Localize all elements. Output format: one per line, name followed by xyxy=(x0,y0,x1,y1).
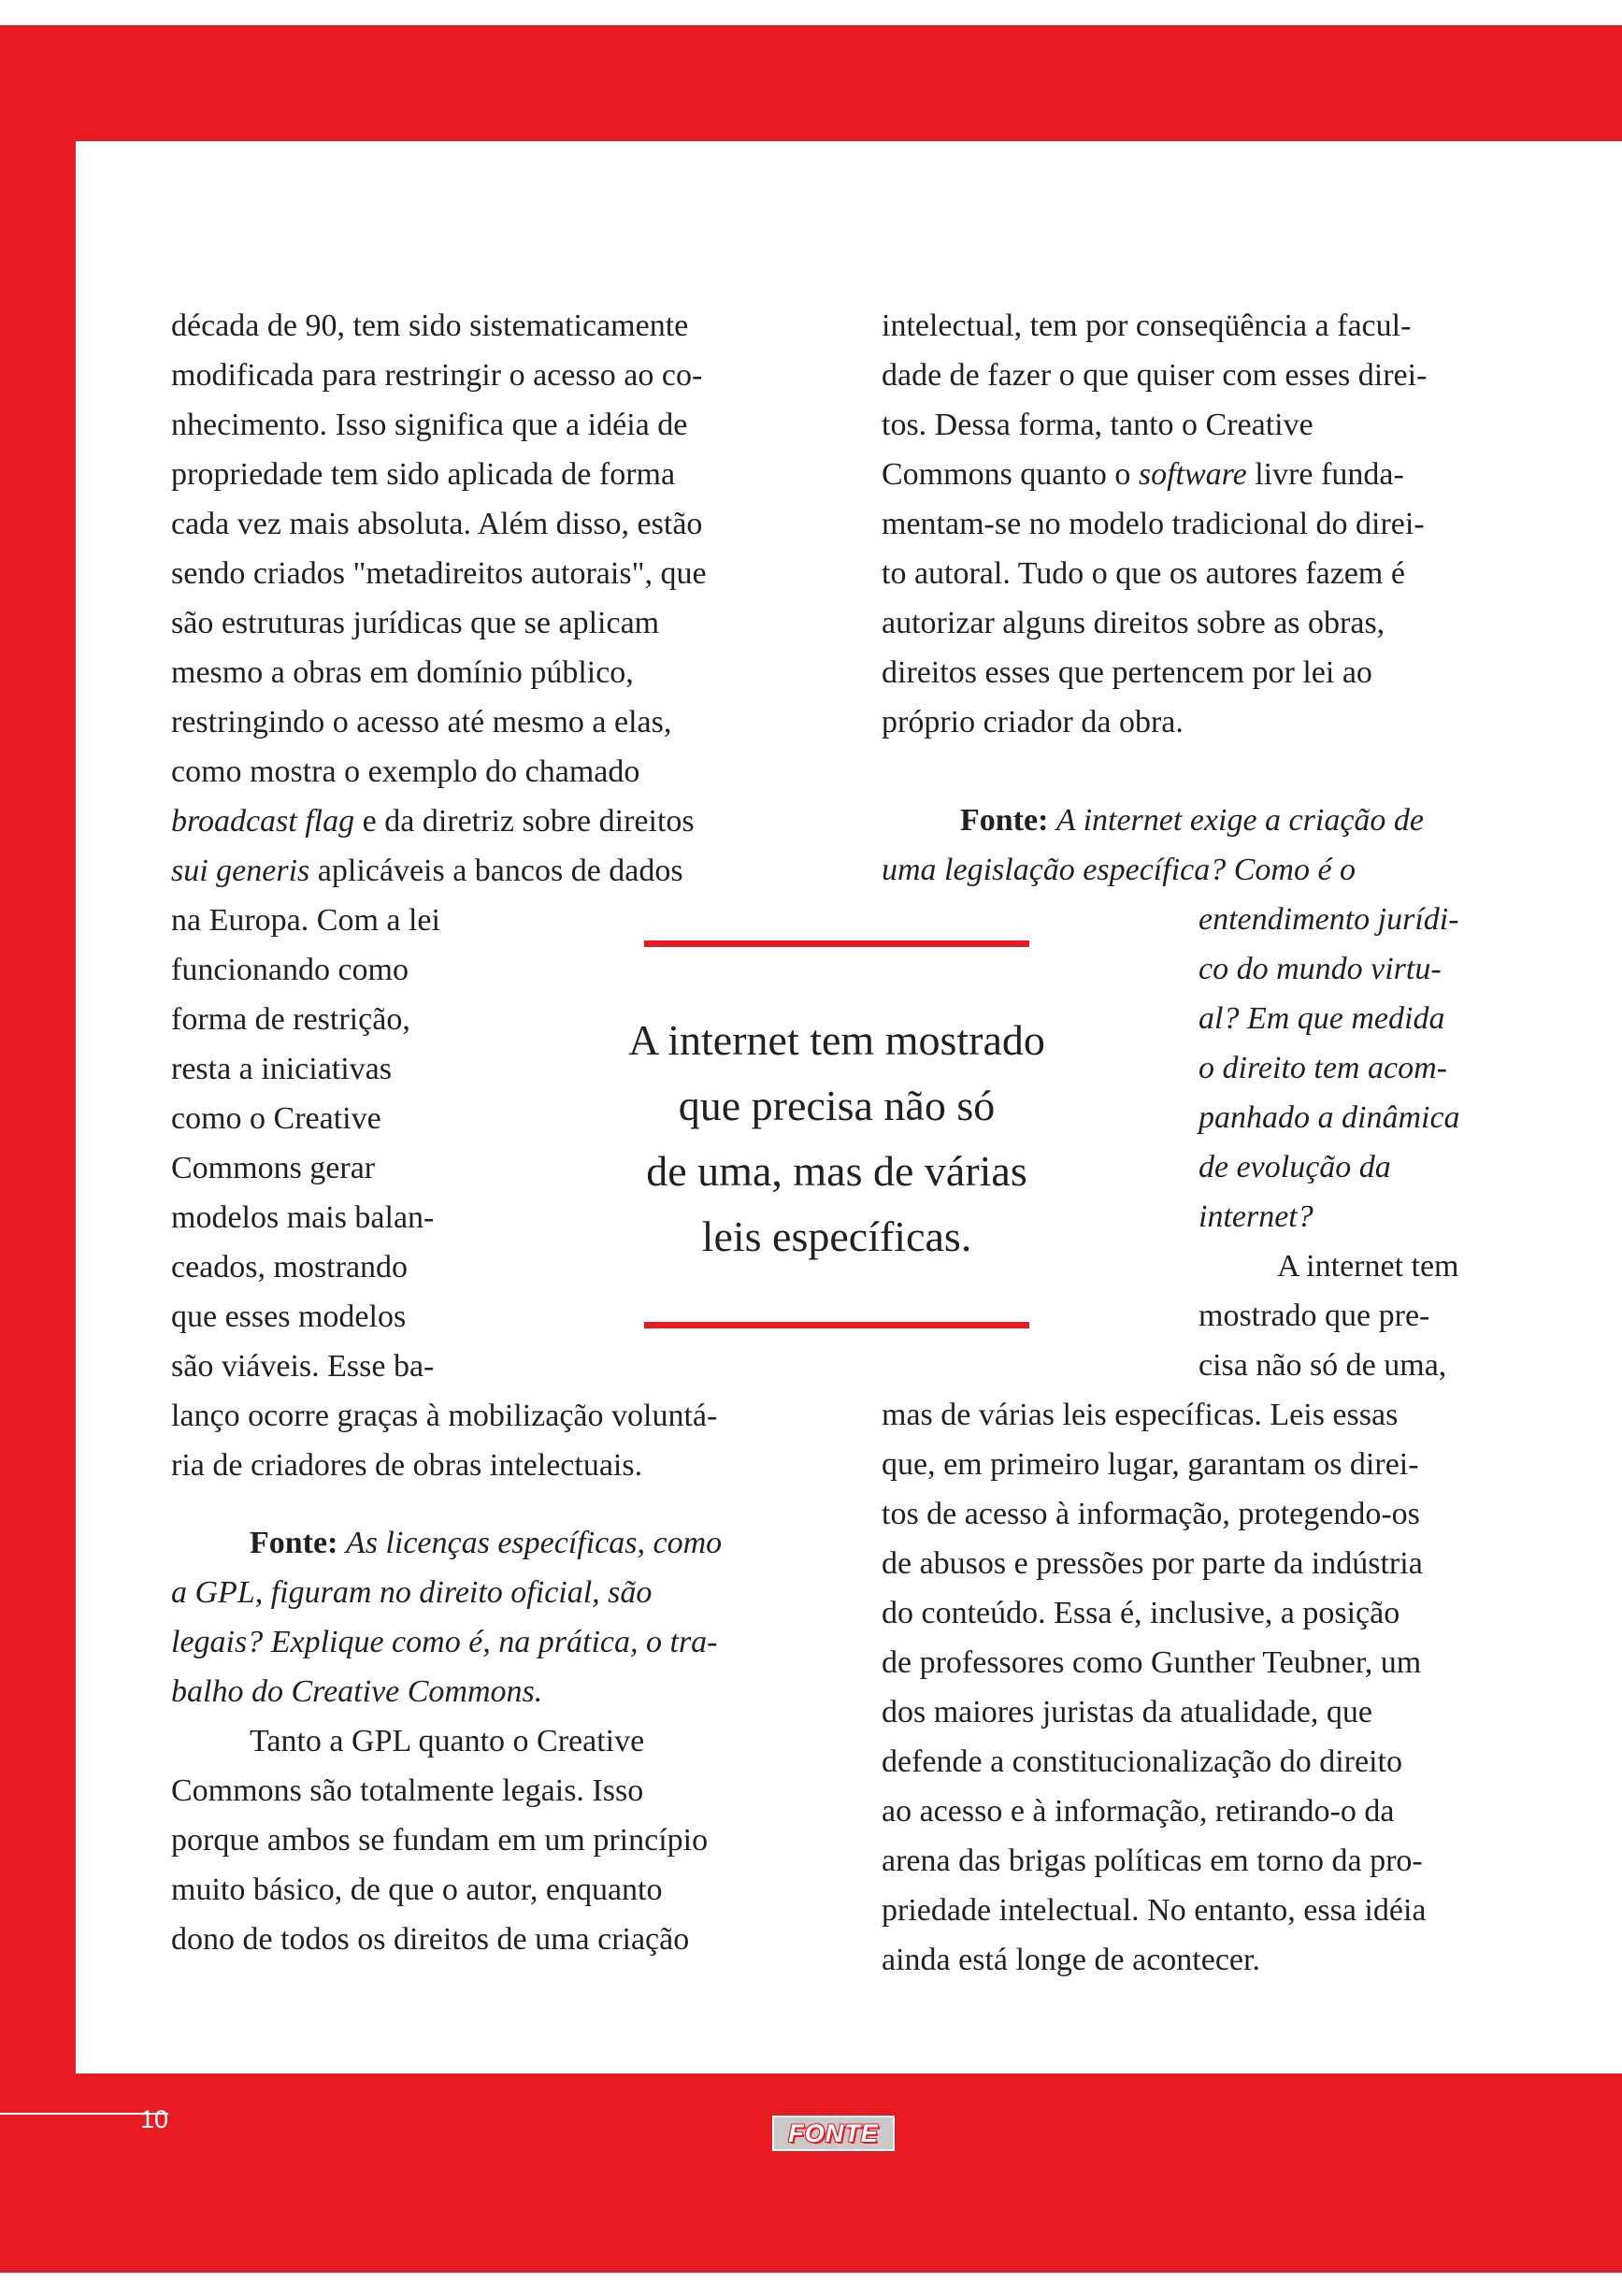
body-line xyxy=(171,846,722,896)
body-line: ria de criadores de obras intelectuais. xyxy=(171,1448,643,1483)
body-text: livre funda- xyxy=(1246,457,1404,492)
question-line: internet? xyxy=(1199,1199,1313,1234)
question-line: al? Em que medida xyxy=(1199,1001,1445,1036)
question-line: balho do Creative Commons. xyxy=(171,1674,543,1709)
pull-quote-top-rule xyxy=(644,940,1029,947)
body-line: direitos esses que pertencem por lei ao xyxy=(882,655,1372,690)
question-text: As licenças específicas, como xyxy=(345,1526,723,1560)
question-line: entendimento jurídi- xyxy=(1199,902,1459,937)
body-line: são estruturas jurídicas que se aplicam xyxy=(171,606,660,640)
answer-line: Commons são totalmente legais. Isso xyxy=(171,1773,644,1808)
question-label: Fonte: xyxy=(250,1526,338,1560)
question-line: co do mundo virtu- xyxy=(1199,952,1442,986)
answer-line: ainda está longe de acontecer. xyxy=(882,1943,1260,1977)
fonte-logo xyxy=(772,2116,895,2151)
answer-line: defende a constitucionalização do direito xyxy=(882,1744,1402,1779)
answer-line: mostrado que pre- xyxy=(1199,1299,1430,1333)
software-term: software xyxy=(1138,457,1247,492)
body-line: funcionando como xyxy=(171,953,409,987)
body-line: modelos mais balan- xyxy=(171,1200,435,1235)
question-label: Fonte: xyxy=(960,803,1049,838)
question-line: legais? Explique como é, na prática, o tra- xyxy=(171,1625,718,1659)
answer-line: porque ambos se fundam em um princípio xyxy=(171,1823,709,1858)
question-text: A internet exige a criação de xyxy=(1055,803,1424,838)
answer-line: de abusos e pressões por parte da indústria xyxy=(882,1546,1423,1581)
question-line: de evolução da xyxy=(1199,1150,1391,1184)
body-line: na Europa. Com a lei xyxy=(171,903,440,938)
paragraph-gap xyxy=(171,1490,722,1518)
answer-line: ao acesso e à informação, retirando-o da xyxy=(882,1794,1395,1829)
body-text: Commons quanto o xyxy=(882,457,1139,492)
question-line xyxy=(882,796,1424,845)
body-line: tos. Dessa forma, tanto o Creative xyxy=(882,408,1313,442)
question-line: uma legislação específica? Como é o xyxy=(882,853,1356,887)
answer-line: muito básico, de que o autor, enquanto xyxy=(171,1873,663,1907)
body-line: mentam-se no modelo tradicional do direi- xyxy=(882,507,1425,541)
answer-line: do conteúdo. Essa é, inclusive, a posição xyxy=(882,1596,1400,1630)
body-line: propriedade tem sido aplicada de forma xyxy=(171,457,676,492)
body-line: cada vez mais absoluta. Além disso, estão xyxy=(171,507,703,541)
pull-quote-bottom-rule xyxy=(644,1322,1029,1328)
page-number: 10 xyxy=(140,2105,169,2133)
logo-text: FONTE xyxy=(788,2118,879,2147)
pull-quote-line: de uma, mas de várias xyxy=(646,1147,1027,1195)
answer-line: dos maiores juristas da atualidade, que xyxy=(882,1695,1372,1729)
body-line: próprio criador da obra. xyxy=(882,705,1184,739)
answer-line: que, em primeiro lugar, garantam os direi- xyxy=(882,1447,1419,1482)
body-line: ceados, mostrando xyxy=(171,1250,409,1284)
right-column-bottom xyxy=(882,1390,1426,1985)
body-line: que esses modelos xyxy=(171,1299,407,1334)
answer-line: dono de todos os direitos de uma criação xyxy=(171,1922,690,1957)
body-line: restringindo o acesso até mesmo a elas, xyxy=(171,705,672,739)
body-line: resta a iniciativas xyxy=(171,1052,393,1086)
body-line: dade de fazer o que quiser com esses direi- xyxy=(882,358,1428,393)
body-line: nhecimento. Isso significa que a idéia de xyxy=(171,408,688,442)
answer-line: priedade intelectual. No entanto, essa idéia xyxy=(882,1893,1427,1928)
body-line: modificada para restringir o acesso ao co- xyxy=(171,358,703,393)
body-line xyxy=(171,796,722,846)
body-line: to autoral. Tudo o que os autores fazem é xyxy=(882,556,1405,591)
answer-line: Tanto a GPL quanto o Creative xyxy=(250,1724,645,1758)
body-line xyxy=(882,450,1427,499)
pull-quote xyxy=(598,1008,1075,1270)
body-line: lanço ocorre graças à mobilização voluntá- xyxy=(171,1399,718,1433)
pull-quote-line: A internet tem mostrado xyxy=(628,1016,1045,1064)
right-question-top xyxy=(882,796,1424,895)
body-line: sendo criados "metadireitos autorais", que xyxy=(171,556,707,591)
sui-generis-term: sui generis xyxy=(171,854,310,888)
broadcast-flag-term: broadcast flag xyxy=(171,804,355,839)
answer-line: de professores como Gunther Teubner, um xyxy=(882,1645,1422,1680)
question-line: a GPL, figuram no direito oficial, são xyxy=(171,1575,653,1610)
body-line: intelectual, tem por conseqüência a facul- xyxy=(882,309,1412,343)
right-column-top xyxy=(882,301,1427,747)
question-line: o direito tem acom- xyxy=(1199,1051,1447,1085)
answer-line: cisa não só de uma, xyxy=(1199,1348,1447,1383)
answer-line: tos de acesso à informação, protegendo-os xyxy=(882,1497,1420,1531)
answer-line: arena das brigas políticas em torno da pro- xyxy=(882,1844,1423,1878)
body-line: como o Creative xyxy=(171,1101,381,1136)
body-text: e da diretriz sobre direitos xyxy=(354,804,695,839)
body-line: são viáveis. Esse ba- xyxy=(171,1349,435,1384)
body-text: aplicáveis a bancos de dados xyxy=(309,854,683,888)
right-column-narrow xyxy=(1199,895,1460,1390)
body-line: mesmo a obras em domínio público, xyxy=(171,655,634,690)
pull-quote-line: que precisa não só xyxy=(678,1082,996,1129)
body-line: como mostra o exemplo do chamado xyxy=(171,754,640,789)
body-line: forma de restrição, xyxy=(171,1002,410,1037)
pull-quote-line: leis específicas. xyxy=(701,1213,972,1260)
body-line: Commons gerar xyxy=(171,1151,376,1185)
question-line: panhado a dinâmica xyxy=(1199,1100,1460,1135)
body-line: década de 90, tem sido sistematicamente xyxy=(171,309,689,343)
answer-line: A internet tem xyxy=(1277,1249,1459,1284)
body-line: autorizar alguns direitos sobre as obras, xyxy=(882,606,1385,640)
question-line xyxy=(171,1518,722,1568)
answer-line: mas de várias leis específicas. Leis essas xyxy=(882,1398,1399,1432)
